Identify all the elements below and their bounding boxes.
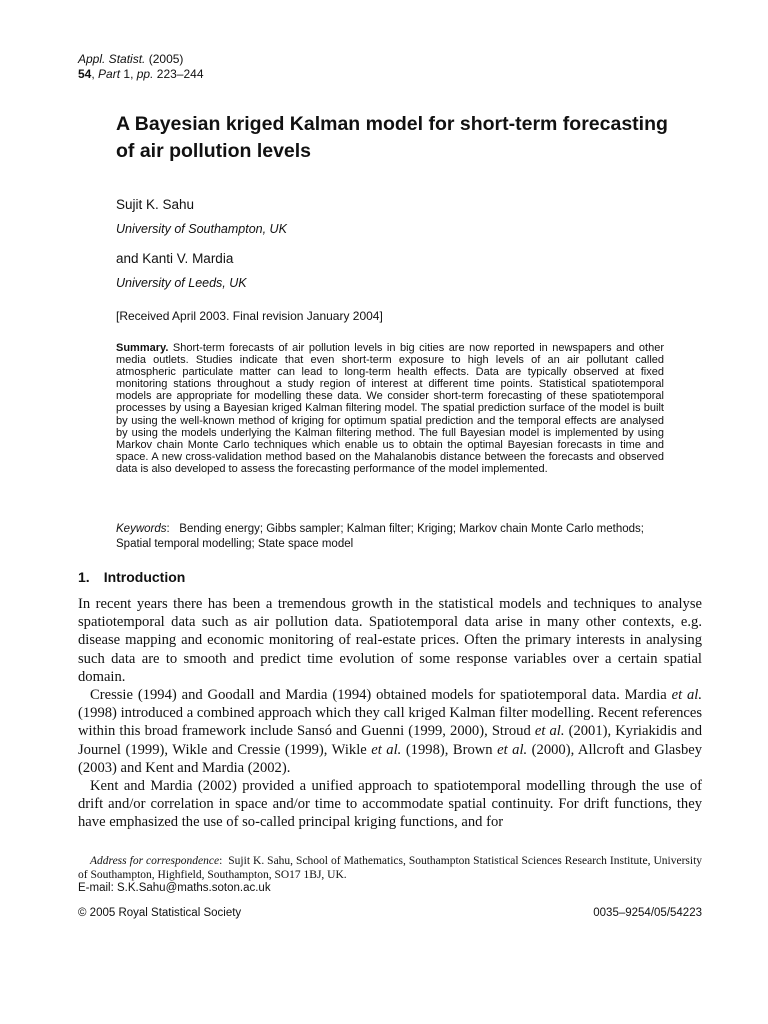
- section-heading: [78, 569, 185, 585]
- footnote-email: E-mail: S.K.Sahu@maths.soton.ac.uk: [78, 882, 271, 895]
- footnote-text: Sujit K. Sahu, School of Mathematics, Southampton Statistical Sciences Research Institute, University of Southampton, Highfield, Southampton, SO17 1BJ, UK.: [78, 855, 703, 881]
- introduction-body: [78, 595, 702, 832]
- article-title: A Bayesian kriged Kalman model for short-term forecasting of air pollution levels: [116, 113, 668, 162]
- footnote-address: Address for correspondence: Sujit K. Sahu, School of Mathematics, Southampton Statistical Sciences Research Institute, University of Southampton, Highfield, Southampton, SO17 1BJ, UK.: [78, 855, 703, 881]
- keywords-text: Bending energy; Gibbs sampler; Kalman filter; Kriging; Markov chain Monte Carlo methods; Spatial temporal modelling; State space model: [116, 523, 644, 550]
- intro-paragraph-2: [78, 686, 702, 777]
- keywords: Keywords: Bending energy; Gibbs sampler; Kalman filter; Kriging; Markov chain Monte Carlo methods; Spatial temporal modelling; State space model: [116, 523, 644, 550]
- issn-code: 0035–9254/05/54223: [593, 907, 702, 919]
- intro-p2-part-c: (2001), Kyriakidis and Journel (1999), Wikle and Cressie (1999), Wikle: [78, 723, 703, 758]
- received-dates: [Received April 2003. Final revision January 2004]: [116, 309, 383, 323]
- footnote-lead: Address for correspondence: [90, 855, 220, 867]
- journal-volume: 54: [78, 67, 92, 81]
- author-1: Sujit K. Sahu: [116, 197, 195, 212]
- correspondence-footnote: [78, 855, 702, 896]
- journal-name: Appl. Statist.: [78, 52, 146, 66]
- summary-abstract: [116, 342, 664, 475]
- journal-pages: 223–244: [156, 67, 204, 81]
- intro-p2-part-d: (1998), Brown: [401, 741, 498, 758]
- et-al: et al.: [497, 741, 528, 758]
- copyright-notice: © 2005 Royal Statistical Society: [78, 907, 242, 919]
- intro-p2-part-b: (1998) introduced a combined approach which they call kriged Kalman filter modelling. Recent references within this broad framework include Sansó and Guenni (1999, 2000), Stroud: [78, 705, 702, 740]
- affiliation-2: University of Leeds, UK: [116, 276, 247, 290]
- author-2: and Kanti V. Mardia: [116, 251, 234, 266]
- journal-citation: [78, 52, 204, 82]
- journal-line-2: 54, Part 1, pp. 223–244: [78, 67, 204, 81]
- journal-year: (2005): [148, 52, 184, 66]
- et-al: et al.: [671, 687, 702, 704]
- journal-part-number: 1: [123, 67, 131, 81]
- intro-p2-part-e: (2000), Allcroft and Glasbey (2003) and Kent and Mardia (2002).: [78, 741, 703, 776]
- affiliation-1: University of Southampton, UK: [116, 222, 287, 236]
- section-number: 1.: [78, 569, 90, 585]
- intro-paragraph-1: In recent years there has been a tremendous growth in the statistical models and techniques to analyse spatiotemporal data such as air pollution data. Spatiotemporal data arise in many other contexts, e.g. disease mapping and economic monitoring of real-estate prices. Often the primary interests in analysing such data are to smooth and predict time evolution of some response variables over a certain spatial domain.: [78, 596, 702, 685]
- summary-label: Summary.: [116, 342, 169, 354]
- keywords-label: Keywords: [116, 523, 167, 535]
- journal-part-label: Part: [98, 67, 121, 81]
- intro-p2-part-a: Cressie (1994) and Goodall and Mardia (1994) obtained models for spatiotemporal data. Mardia: [90, 687, 672, 704]
- intro-paragraph-3: Kent and Mardia (2002) provided a unified approach to spatiotemporal modelling through the use of drift and/or correlation in space and/or time to accommodate spatial continuity. For drift functions, they have emphasized the use of so-called principal kriging functions, and for: [78, 778, 702, 831]
- section-title: Introduction: [103, 569, 186, 585]
- et-al: et al.: [371, 741, 402, 758]
- journal-pp-label: pp.: [136, 67, 154, 81]
- journal-line-1: [78, 52, 204, 67]
- summary-text: Short-term forecasts of air pollution levels in big cities are now reported in newspapers and other media outlets. Studies indicate that even short-term exposure to high levels of an air pollutant called atmospheric particulate matter can lead to long-term health effects. Data are typically observed at fixed monitoring stations throughout a study region of interest at different time points. Statistical spatiotemporal models are appropriate for modelling these data. We consider short-term forecasting of these spatiotemporal processes by using a Bayesian kriged Kalman filtering model. The spatial prediction surface of the model is built by using the well-known method of kriging for optimum spatial prediction and the temporal effects are analysed by using the models underlying the Kalman filtering method. The full Bayesian model is implemented by using Markov chain Monte Carlo techniques which enable us to obtain the optimal Bayesian forecasts in time and space. A new cross-validation method based on the Mahalanobis distance between the forecasts and observed data is also developed to assess the forecasting performance of the model implemented.: [116, 342, 664, 475]
- et-al: et al.: [534, 723, 565, 740]
